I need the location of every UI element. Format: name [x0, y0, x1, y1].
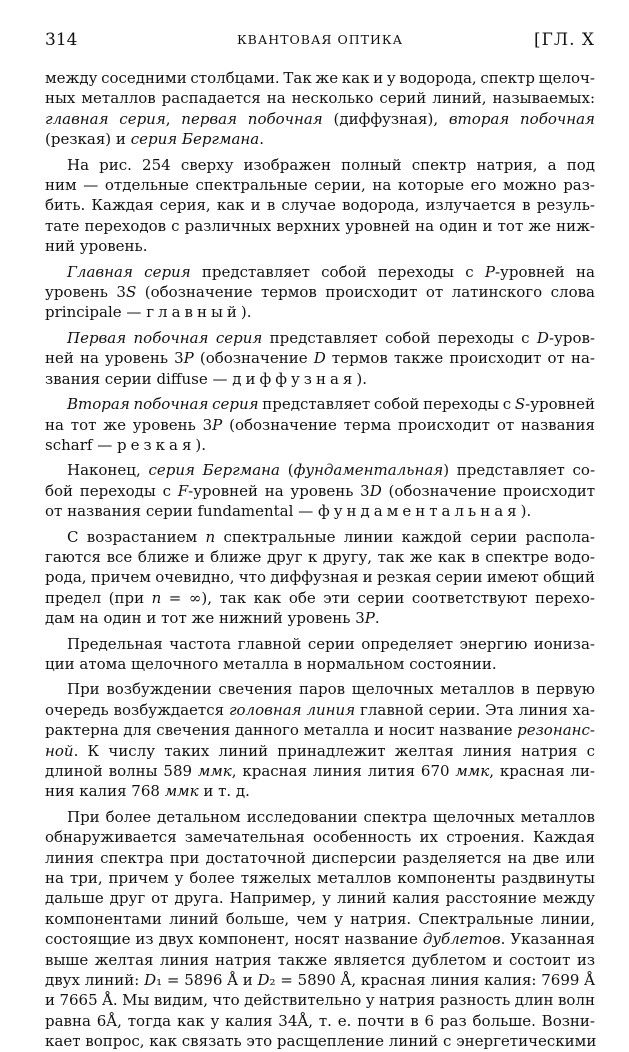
text-line [45, 990, 595, 1010]
text-run: Наконец, [67, 461, 149, 480]
text-run: , красная линия лития 670 [231, 762, 456, 780]
italic-text: n [151, 588, 162, 607]
text-run: -уровней [525, 395, 595, 414]
italic-text: D [536, 328, 549, 347]
text-line [45, 175, 595, 195]
text-run: представляет собой переходы с [262, 328, 537, 347]
text-run: ний уровень. [45, 237, 148, 256]
paragraph [45, 807, 595, 1052]
text-run: компонентами линий больше, чем у натрия. Спектральные линии, [45, 909, 595, 928]
text-line [45, 567, 595, 587]
italic-text: F [177, 481, 189, 500]
text-run: ции атома щелочного металла в нормальном состоянии. [45, 654, 497, 673]
italic-text: S [514, 395, 526, 414]
text-run: -уровней на уровень 3 [188, 481, 370, 500]
italic-text: ной [45, 741, 74, 760]
text-line [45, 129, 595, 149]
text-line [45, 216, 595, 236]
text-run: , красная ли- [489, 762, 595, 780]
text-line [45, 1011, 595, 1031]
text-line [45, 328, 595, 348]
text-run: = 5890 Å, красная линия калия: 7699 Å [275, 971, 595, 990]
text-run: , [165, 109, 182, 128]
text-run: длиной волны 589 [45, 762, 198, 780]
paragraph [45, 527, 595, 629]
text-run: дальше друг от друга. Например, у линий калия расстояние между [45, 889, 595, 908]
text-line [45, 909, 595, 929]
text-run: на тот же уровень 3 [45, 415, 213, 434]
paragraph [45, 679, 595, 801]
text-run: (обозначение [193, 349, 314, 368]
spaced-text: фундаментальная [317, 502, 521, 521]
text-line [45, 1031, 595, 1051]
italic-text: резонанс- [517, 721, 596, 740]
text-line [45, 435, 595, 455]
italic-text: D [144, 971, 157, 990]
italic-text: ммк [164, 782, 199, 801]
spaced-text: главный [146, 303, 241, 322]
text-line [45, 282, 595, 302]
running-title: КВАНТОВАЯ ОПТИКА [236, 32, 404, 47]
italic-text: первая побочная [181, 109, 323, 128]
text-run: ₂ [269, 971, 276, 990]
italic-text: ммк [197, 762, 232, 780]
italic-text: фундаментальная [293, 461, 444, 480]
text-run: уровень 3 [45, 283, 126, 302]
text-run: главной серии. Эта линия ха- [355, 700, 595, 719]
page-header [45, 30, 595, 56]
text-line [45, 415, 595, 435]
text-line [45, 547, 595, 567]
spaced-text: диффузная [232, 369, 357, 388]
italic-text: S [125, 283, 137, 302]
text-run: С возрастанием [67, 527, 206, 546]
paragraph [45, 460, 595, 521]
text-run: Предельная частота главной серии определяет энергию иониза- [67, 634, 595, 653]
paragraph [45, 634, 595, 675]
italic-text: D [257, 971, 270, 990]
text-line [45, 654, 595, 674]
text-run: При более детальном исследовании спектра щелочных металлов [67, 807, 595, 826]
italic-text: P [364, 609, 375, 628]
text-run: обнаруживается замечательная особенность их строения. Каждая [45, 828, 595, 847]
text-run: от названия серии fundamental — [45, 502, 318, 521]
italic-text: P [183, 349, 194, 368]
text-run: тате переходов с различных верхних уровней на один и тот же ниж- [45, 216, 595, 235]
text-run: рактерна для свечения данного металла и носит название [45, 721, 518, 740]
text-line [45, 950, 595, 970]
text-run: На рис. 254 сверху изображен полный спектр натрия, а под [67, 155, 595, 174]
text-run: кает вопрос, как связать это расщепление линий с энергетическими [45, 1032, 597, 1051]
text-run: термов также происходит от на- [325, 349, 595, 368]
italic-text: главная серия [45, 109, 166, 128]
text-run: (резкая) и [45, 130, 131, 149]
text-line [45, 527, 595, 547]
paragraph [45, 394, 595, 455]
text-run: состоящие из двух компонент, носят название [45, 930, 423, 949]
italic-text: вторая побочная [448, 109, 595, 128]
text-run: ных металлов распадается на несколько серий линий, называемых: [45, 89, 595, 108]
italic-text: ммк [455, 762, 490, 780]
text-run: -уровней на [494, 262, 596, 281]
text-line [45, 848, 595, 868]
text-line [45, 236, 595, 256]
paragraph [45, 155, 595, 257]
text-line [45, 970, 595, 990]
italic-text: D [369, 481, 382, 500]
text-run: спектральные линии каждой серии распола- [215, 527, 595, 546]
text-run: ). [195, 435, 207, 454]
text-line [45, 481, 595, 501]
text-run: звания серии diffuse — [45, 369, 233, 388]
spaced-text: резкая [116, 435, 196, 454]
text-line [45, 720, 595, 740]
text-run: ( [279, 461, 294, 480]
text-run: (обозначение терма происходит от названия [222, 415, 595, 434]
text-run: ₁ [156, 971, 163, 990]
italic-text: n [205, 527, 216, 546]
text-run: = ∞), так как обе эти серии соответствуют перехо- [161, 588, 595, 607]
text-run: (обозначение термов происходит от латинского слова [136, 283, 595, 302]
text-run: ) представляет со- [443, 461, 596, 480]
text-line [45, 195, 595, 215]
text-run: очередь возбуждается [45, 700, 229, 719]
text-run: ). [520, 502, 532, 521]
text-line [45, 741, 595, 761]
text-run: представляет собой переходы с [190, 262, 485, 281]
text-line [45, 608, 595, 628]
text-line [45, 262, 595, 282]
body-text [45, 68, 595, 1052]
text-run: бить. Каждая серия, как и в случае водорода, излучается в резуль- [45, 196, 595, 215]
text-run: выше желтая линия натрия также является дублетом и состоит из [45, 950, 595, 969]
text-run: ). [240, 303, 252, 322]
text-run: . [374, 609, 380, 628]
paragraph [45, 328, 595, 389]
text-run: ним — отдельные спектральные серии, на которые его можно раз- [45, 176, 595, 195]
text-run: . К числу таких линий принадлежит желтая линия натрия с [73, 741, 595, 760]
paragraph [45, 68, 595, 150]
text-line [45, 807, 595, 827]
text-run: -уров- [548, 328, 595, 347]
text-line [45, 88, 595, 108]
page-number: 314 [45, 30, 78, 50]
text-run: ней на уровень 3 [45, 349, 184, 368]
text-line [45, 827, 595, 847]
text-line [45, 888, 595, 908]
text-run: ). [356, 369, 368, 388]
text-line [45, 501, 595, 521]
text-run: = 5896 Å и [162, 971, 258, 990]
text-run: дам на один и тот же нижний уровень 3 [45, 609, 365, 628]
text-run: линия спектра при достаточной дисперсии разделяется на две или [45, 848, 595, 867]
text-line [45, 460, 595, 480]
text-run: равна 6Å, тогда как у калия 34Å, т. е. почти в 6 раз больше. Возни- [45, 1011, 595, 1030]
text-line [45, 868, 595, 888]
text-line [45, 781, 595, 801]
text-run: предел (при [45, 588, 152, 607]
italic-text: P [484, 262, 495, 281]
text-run: При возбуждении свечения паров щелочных металлов в первую [67, 680, 595, 699]
text-line [45, 700, 595, 720]
italic-text: серия Бергмана [148, 461, 280, 480]
text-line [45, 68, 595, 88]
text-line [45, 929, 595, 949]
italic-text: Вторая побочная серия [67, 395, 259, 414]
text-run: бой переходы с [45, 481, 178, 500]
text-line [45, 109, 595, 129]
text-run: двух линий: [45, 971, 145, 990]
italic-text: Первая побочная серия [67, 328, 263, 347]
text-line [45, 761, 595, 781]
text-run: и т. д. [198, 782, 250, 801]
text-run: scharf — [45, 435, 117, 454]
italic-text: серия Бергмана [130, 130, 260, 149]
text-line [45, 302, 595, 322]
text-run: . [259, 130, 264, 149]
text-line [45, 369, 595, 389]
text-run: гаются все ближе и ближе друг к другу, так же как в спектре водо- [45, 547, 595, 566]
text-line [45, 394, 595, 414]
text-run: на три, причем у более тяжелых металлов компоненты раздвинуты [45, 869, 595, 888]
text-run: и 7665 Å. Мы видим, что действительно у натрия разность длин волн [45, 991, 595, 1010]
text-run: . Указанная [500, 930, 596, 949]
text-line [45, 155, 595, 175]
text-run: представляет собой переходы с [258, 395, 515, 414]
paragraph [45, 262, 595, 323]
text-line [45, 348, 595, 368]
text-line [45, 679, 595, 699]
text-run: principale — [45, 303, 147, 322]
text-line [45, 634, 595, 654]
chapter-label: [ГЛ. X [534, 30, 595, 50]
italic-text: P [212, 415, 223, 434]
italic-text: дублетов [422, 930, 501, 949]
text-run: ния калия 768 [45, 782, 165, 801]
italic-text: головная линия [228, 700, 356, 719]
text-run: (диффузная), [322, 109, 449, 128]
text-line [45, 588, 595, 608]
text-run: (обозначение происходит [381, 481, 595, 500]
italic-text: Главная серия [67, 262, 191, 281]
italic-text: D [313, 349, 326, 368]
text-run: между соседними столбцами. Так же как и у водорода, спектр щелоч- [45, 69, 595, 87]
text-run: рода, причем очевидно, что диффузная и резкая серии имеют общий [45, 568, 595, 587]
